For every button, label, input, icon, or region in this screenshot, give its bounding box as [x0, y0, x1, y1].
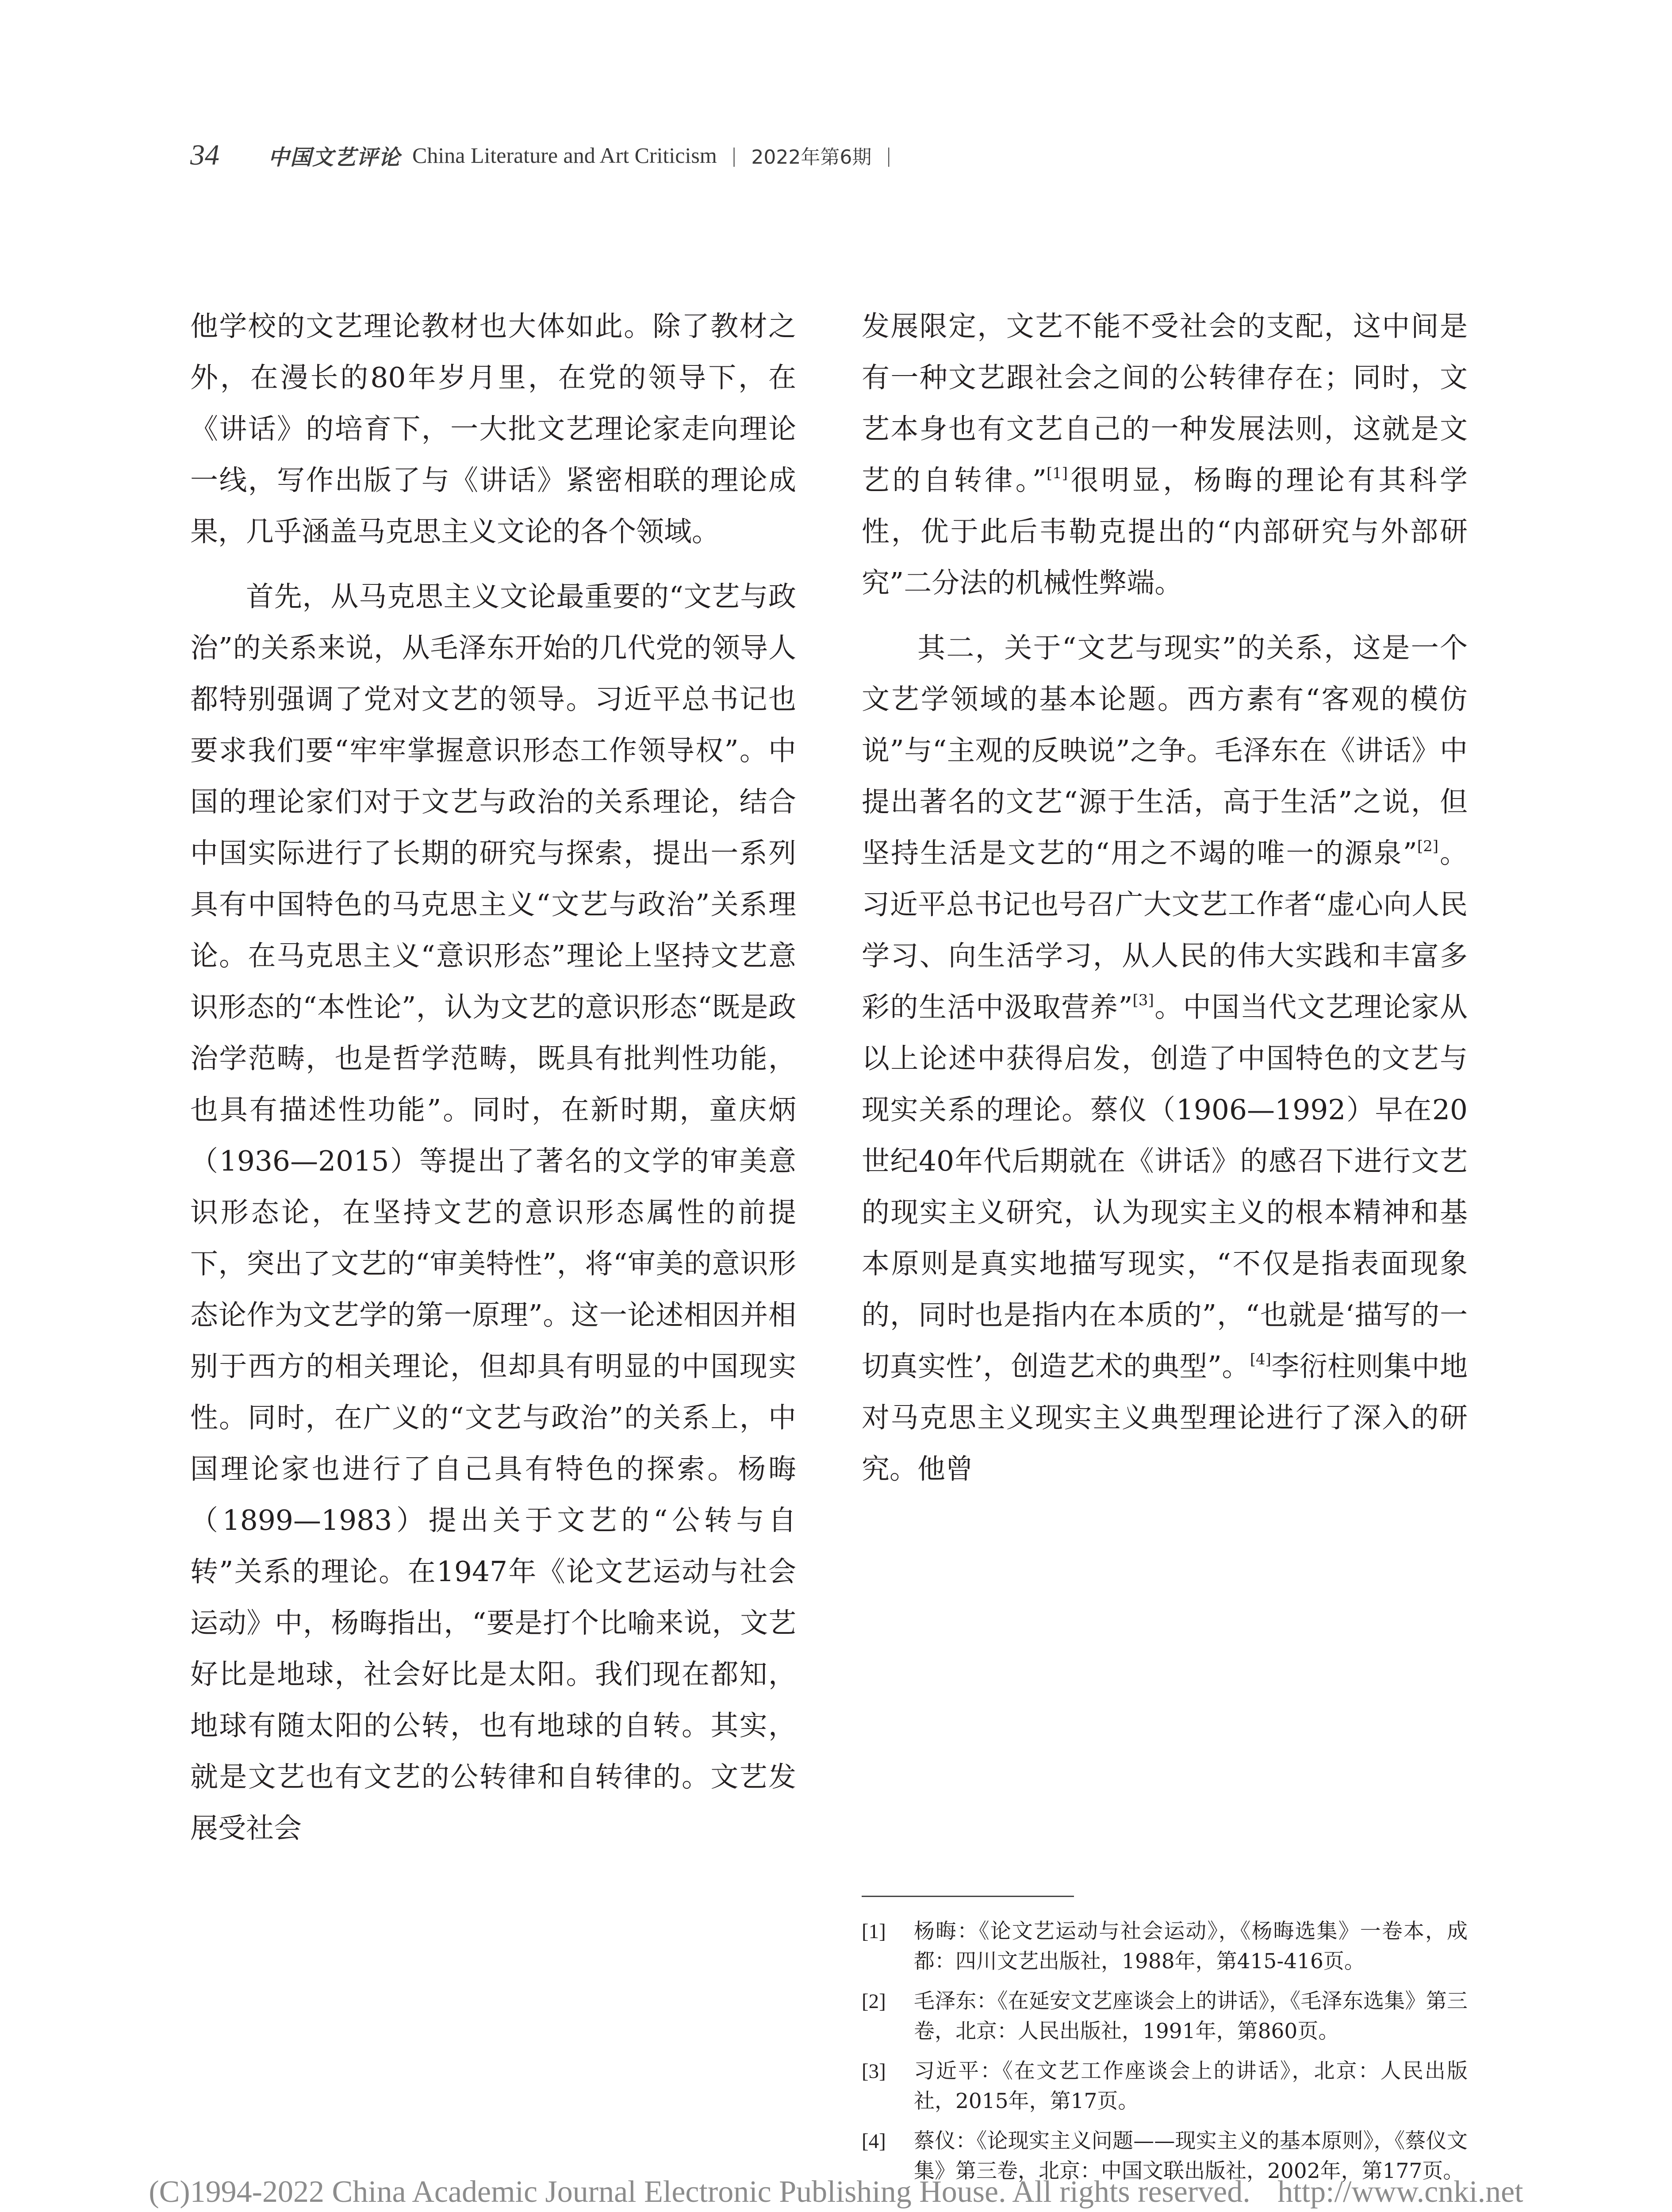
body-paragraph: 他学校的文艺理论教材也大体如此。除了教材之外，在漫长的80年岁月里，在党的领导下，在《讲话》的培育下，一大批文艺理论家走向理论一线，写作出版了与《讲话》紧密相联的理论成果，几乎涵盖马克思主义文论的各个领域。 — [190, 310, 796, 548]
body-paragraph — [862, 622, 1468, 1495]
footnote-ref: [2] — [1417, 837, 1438, 855]
footnote-number: [4] — [862, 2130, 886, 2153]
footnote-ref: [1] — [1046, 465, 1068, 482]
left-column — [190, 301, 796, 1868]
right-column — [862, 301, 1468, 1509]
body-paragraph: 首先，从马克思主义文论最重要的“文艺与政治”的关系来说，从毛泽东开始的几代党的领导人都特别强调了党对文艺的领导。习近平总书记也要求我们要“牢牢掌握意识形态工作领导权”。中国的理论家们对于文艺与政治的关系理论，结合中国实际进行了长期的研究与探索，提出一系列具有中国特色的马克思主义“文艺与政治”关系理论。在马克思主义“意识形态”理论上坚持文艺意识形态的“本性论”，认为文艺的意识形态“既是政治学范畴，也是哲学范畴，既具有批判性功能，也具有描述性功能”。同时，在新时期，童庆炳（1936—2015）等提出了著名的文学的审美意识形态论，在坚持文艺的意识形态属性的前提下，突出了文艺的“审美特性”，将“审美的意识形态论作为文艺学的第一原理”。这一论述相因并相别于西方的相关理论，但却具有明显的中国现实性。同时，在广义的“文艺与政治”的关系上，中国理论家也进行了自己具有特色的探索。杨晦（1899—1983）提出关于文艺的“公转与自转”关系的理论。在1947年《论文艺运动与社会运动》中，杨晦指出，“要是打个比喻来说，文艺好比是地球，社会好比是太阳。我们现在都知，地球有随太阳的公转，也有地球的自转。其实，就是文艺也有文艺的公转律和自转律的。文艺发展受社会 — [190, 580, 796, 1844]
journal-logo-chinese: 中国文艺评论 — [268, 145, 401, 170]
page-number: 34 — [190, 139, 219, 171]
footnote-text: 习近平：《在文艺工作座谈会上的讲话》，北京：人民出版社，2015年，第17页。 — [914, 2059, 1468, 2113]
body-paragraph — [862, 301, 1468, 609]
text-run: 其二，关于“文艺与现实”的关系，这是一个文艺学领域的基本论题。西方素有“客观的模仿说”与“主观的反映说”之争。毛泽东在《讲话》中提出著名的文艺“源于生活，高于生活”之说，但坚持生活是文艺的“用之不竭的唯一的源泉” — [862, 632, 1468, 869]
footnote-text: 杨晦：《论文艺运动与社会运动》，《杨晦选集》一卷本，成都：四川文艺出版社，1988年，第415-416页。 — [914, 1919, 1468, 1974]
text-run: 很明显，杨晦的理论有其科学性，优于此后韦勒克提出的“内部研究与外部研究”二分法的机械性弊端。 — [862, 464, 1468, 599]
text-run: 。中国当代文艺理论家从以上论述中获得启发，创造了中国特色的文艺与现实关系的理论。蔡仪（1906—1992）早在20世纪40年代后期就在《讲话》的感召下进行文艺的现实主义研究，认为现实主义的根本精神和基本原则是真实地描写现实，“不仅是指表面现象的，同时也是指内在本质的”，“也就是‘描写的一切真实性’，创造艺术的典型”。 — [862, 991, 1468, 1382]
copyright-text: (C)1994-2022 China Academic Journal Electronic Publishing House. All rights reserved. — [149, 2175, 1250, 2209]
cnki-url[interactable]: http://www.cnki.net — [1277, 2175, 1523, 2209]
footnote-ref: [4] — [1250, 1351, 1271, 1368]
footnote-divider — [862, 1896, 1074, 1897]
text-run: 。习近平总书记也号召广大文艺工作者“虚心向人民学习、向生活学习，从人民的伟大实践和丰富多彩的生活中汲取营养” — [862, 837, 1468, 1023]
footnote-number: [2] — [862, 1990, 886, 2013]
issue-label: 2022年第6期 — [751, 146, 872, 169]
footnote-item — [862, 1916, 1468, 1977]
copyright-footer — [0, 2174, 1672, 2210]
journal-title-english: China Literature and Art Criticism — [412, 143, 717, 168]
footnote-item — [862, 2056, 1468, 2116]
footnote-number: [3] — [862, 2060, 886, 2083]
header-separator-end: | — [886, 143, 891, 167]
footnote-text: 蔡仪：《论现实主义问题——现实主义的基本原则》，《蔡仪文集》第三卷，北京：中国文联出版社，2002年，第177页。 — [914, 2129, 1468, 2183]
header-separator: | — [732, 143, 736, 167]
footnotes — [862, 1916, 1468, 2196]
footnote-ref: [3] — [1132, 991, 1154, 1009]
footnote-number: [1] — [862, 1920, 886, 1943]
text-run: 李衍柱则集中地对马克思主义现实主义典型理论进行了深入的研究。他曾 — [862, 1350, 1468, 1485]
footnote-item — [862, 1986, 1468, 2047]
footnote-text: 毛泽东：《在延安文艺座谈会上的讲话》，《毛泽东选集》第三卷，北京：人民出版社，1991年，第860页。 — [914, 1989, 1468, 2043]
text-run: 发展限定，文艺不能不受社会的支配，这中间是有一种文艺跟社会之间的公转律存在；同时，文艺本身也有文艺自己的一种发展法则，这就是文艺的自转律。” — [862, 310, 1468, 496]
running-header — [190, 131, 906, 180]
